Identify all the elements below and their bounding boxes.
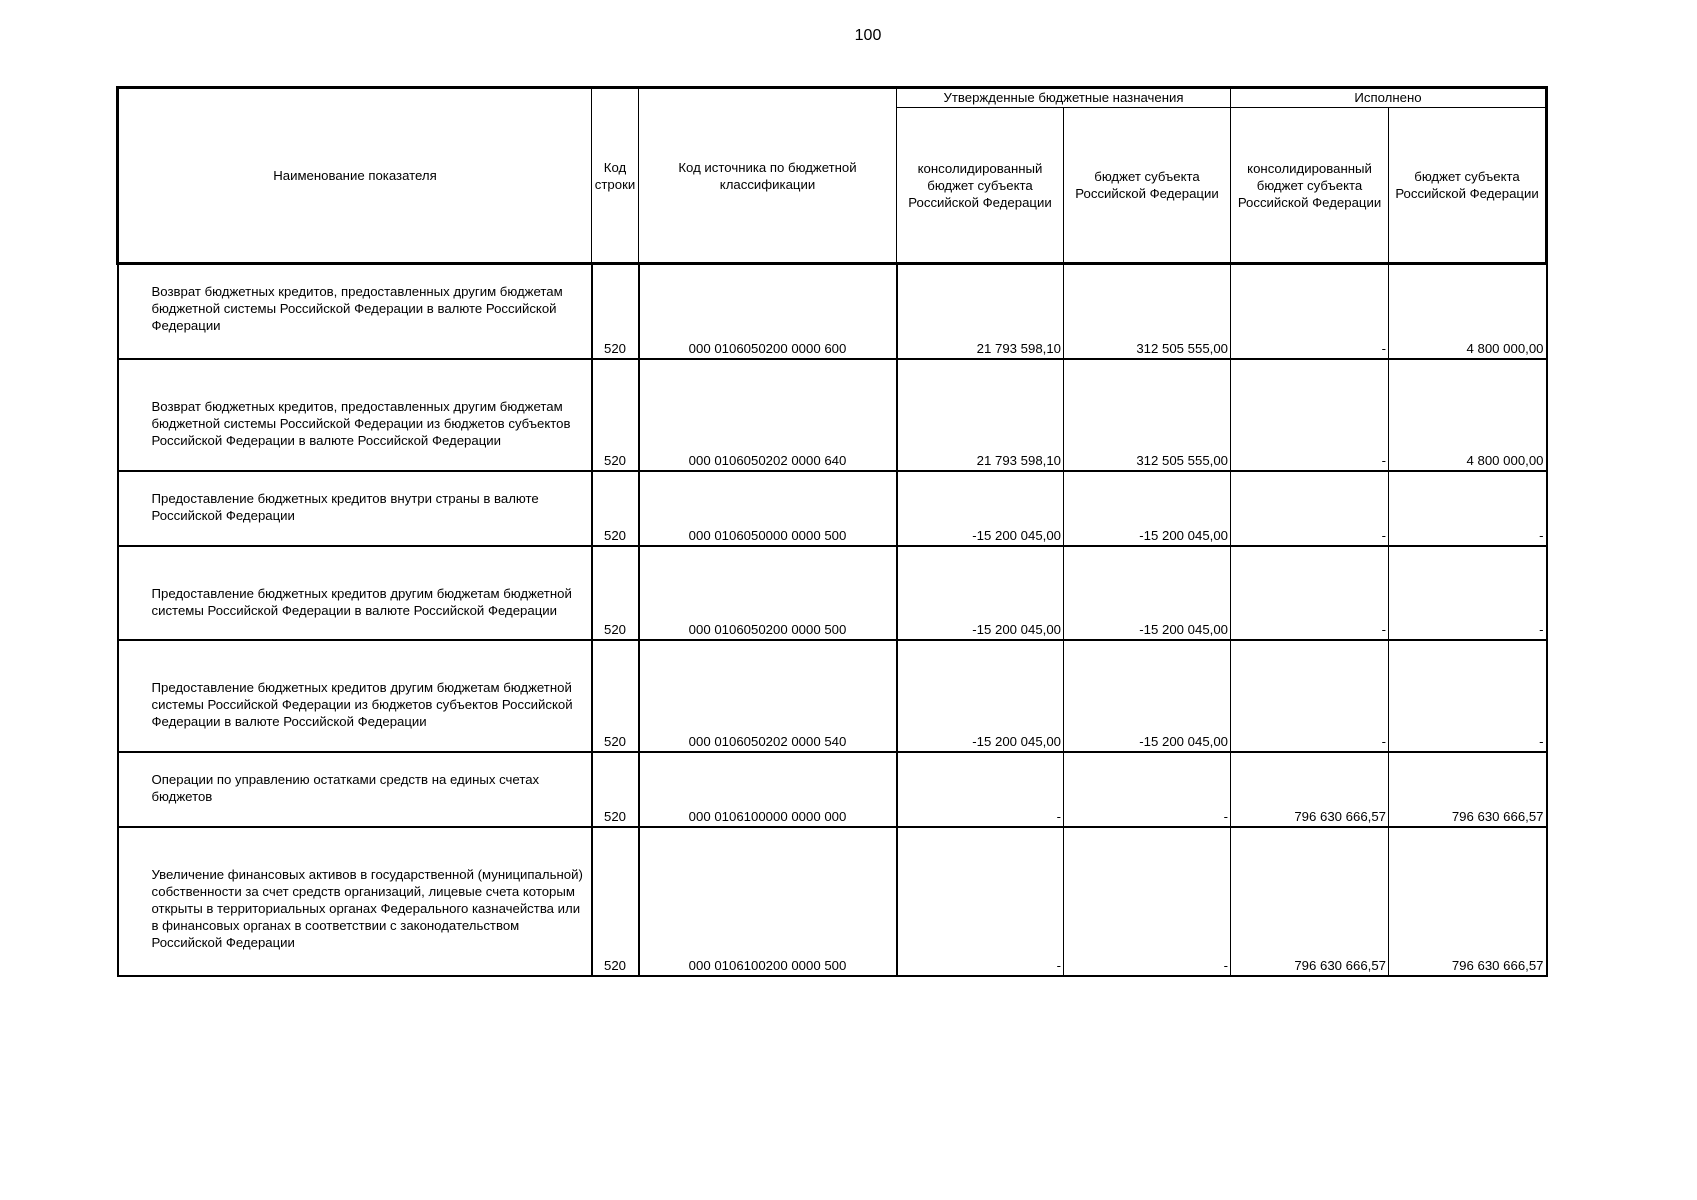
approved-subject-value: - xyxy=(1064,827,1231,976)
approved-subject-value: - xyxy=(1064,752,1231,827)
executed-consolidated-value: - xyxy=(1231,359,1389,471)
header-name: Наименование показателя xyxy=(118,88,592,264)
row-code: 520 xyxy=(592,827,639,976)
table-row xyxy=(118,264,1547,359)
header-executed-consolidated: консолидированный бюджет субъекта Российской Федерации xyxy=(1231,108,1389,264)
approved-subject-value: -15 200 045,00 xyxy=(1064,640,1231,752)
executed-consolidated-value: - xyxy=(1231,546,1389,640)
header-executed-subject: бюджет субъекта Российской Федерации xyxy=(1389,108,1547,264)
approved-consolidated-value: 21 793 598,10 xyxy=(897,359,1064,471)
indicator-name: Увеличение финансовых активов в государственной (муниципальной) собственности за счет средств организаций, лицевые счета которым открыты в территориальных органах Федерального казначейства или в финансовых органах в соответствии с законодательством Российской Федерации xyxy=(118,827,592,976)
page-number: 100 xyxy=(854,27,882,44)
approved-consolidated-value: -15 200 045,00 xyxy=(897,640,1064,752)
row-code: 520 xyxy=(592,264,639,359)
header-approved-subject: бюджет субъекта Российской Федерации xyxy=(1064,108,1231,264)
executed-consolidated-value: 796 630 666,57 xyxy=(1231,752,1389,827)
source-code: 000 0106050200 0000 600 xyxy=(639,264,897,359)
table-row xyxy=(118,359,1547,471)
budget-sources-table xyxy=(116,86,1548,977)
table-row xyxy=(118,471,1547,546)
executed-subject-value: - xyxy=(1389,546,1547,640)
approved-subject-value: 312 505 555,00 xyxy=(1064,359,1231,471)
table-header xyxy=(118,88,1547,264)
indicator-name: Операции по управлению остатками средств на единых счетах бюджетов xyxy=(118,752,592,827)
source-code: 000 0106050202 0000 540 xyxy=(639,640,897,752)
approved-subject-value: -15 200 045,00 xyxy=(1064,471,1231,546)
approved-consolidated-value: - xyxy=(897,752,1064,827)
indicator-name: Предоставление бюджетных кредитов внутри страны в валюте Российской Федерации xyxy=(118,471,592,546)
executed-subject-value: 796 630 666,57 xyxy=(1389,827,1547,976)
approved-consolidated-value: -15 200 045,00 xyxy=(897,471,1064,546)
header-executed-group: Исполнено xyxy=(1231,88,1547,108)
table-row xyxy=(118,640,1547,752)
table-row xyxy=(118,546,1547,640)
source-code: 000 0106050000 0000 500 xyxy=(639,471,897,546)
indicator-name: Предоставление бюджетных кредитов другим бюджетам бюджетной системы Российской Федерации в валюте Российской Федерации xyxy=(118,546,592,640)
table-row xyxy=(118,827,1547,976)
executed-subject-value: - xyxy=(1389,471,1547,546)
executed-consolidated-value: - xyxy=(1231,471,1389,546)
executed-subject-value: - xyxy=(1389,640,1547,752)
approved-consolidated-value: - xyxy=(897,827,1064,976)
executed-subject-value: 796 630 666,57 xyxy=(1389,752,1547,827)
row-code: 520 xyxy=(592,546,639,640)
header-approved-group: Утвержденные бюджетные назначения xyxy=(897,88,1231,108)
executed-consolidated-value: - xyxy=(1231,264,1389,359)
executed-subject-value: 4 800 000,00 xyxy=(1389,264,1547,359)
indicator-name: Возврат бюджетных кредитов, предоставленных другим бюджетам бюджетной системы Российской Федерации в валюте Российской Федерации xyxy=(118,264,592,359)
header-source-code: Код источника по бюджетной классификации xyxy=(639,88,897,264)
source-code: 000 0106100000 0000 000 xyxy=(639,752,897,827)
source-code: 000 0106050202 0000 640 xyxy=(639,359,897,471)
executed-consolidated-value: - xyxy=(1231,640,1389,752)
indicator-name: Предоставление бюджетных кредитов другим бюджетам бюджетной системы Российской Федерации из бюджетов субъектов Российской Федерации в валюте Российской Федерации xyxy=(118,640,592,752)
approved-consolidated-value: 21 793 598,10 xyxy=(897,264,1064,359)
row-code: 520 xyxy=(592,752,639,827)
approved-consolidated-value: -15 200 045,00 xyxy=(897,546,1064,640)
approved-subject-value: 312 505 555,00 xyxy=(1064,264,1231,359)
source-code: 000 0106050200 0000 500 xyxy=(639,546,897,640)
table-row xyxy=(118,752,1547,827)
approved-subject-value: -15 200 045,00 xyxy=(1064,546,1231,640)
header-approved-consolidated: консолидированный бюджет субъекта Российской Федерации xyxy=(897,108,1064,264)
row-code: 520 xyxy=(592,359,639,471)
table-body xyxy=(118,264,1547,976)
indicator-name: Возврат бюджетных кредитов, предоставленных другим бюджетам бюджетной системы Российской Федерации из бюджетов субъектов Российской Федерации в валюте Российской Федерации xyxy=(118,359,592,471)
header-row-code: Код строки xyxy=(592,88,639,264)
executed-subject-value: 4 800 000,00 xyxy=(1389,359,1547,471)
executed-consolidated-value: 796 630 666,57 xyxy=(1231,827,1389,976)
row-code: 520 xyxy=(592,640,639,752)
source-code: 000 0106100200 0000 500 xyxy=(639,827,897,976)
row-code: 520 xyxy=(592,471,639,546)
